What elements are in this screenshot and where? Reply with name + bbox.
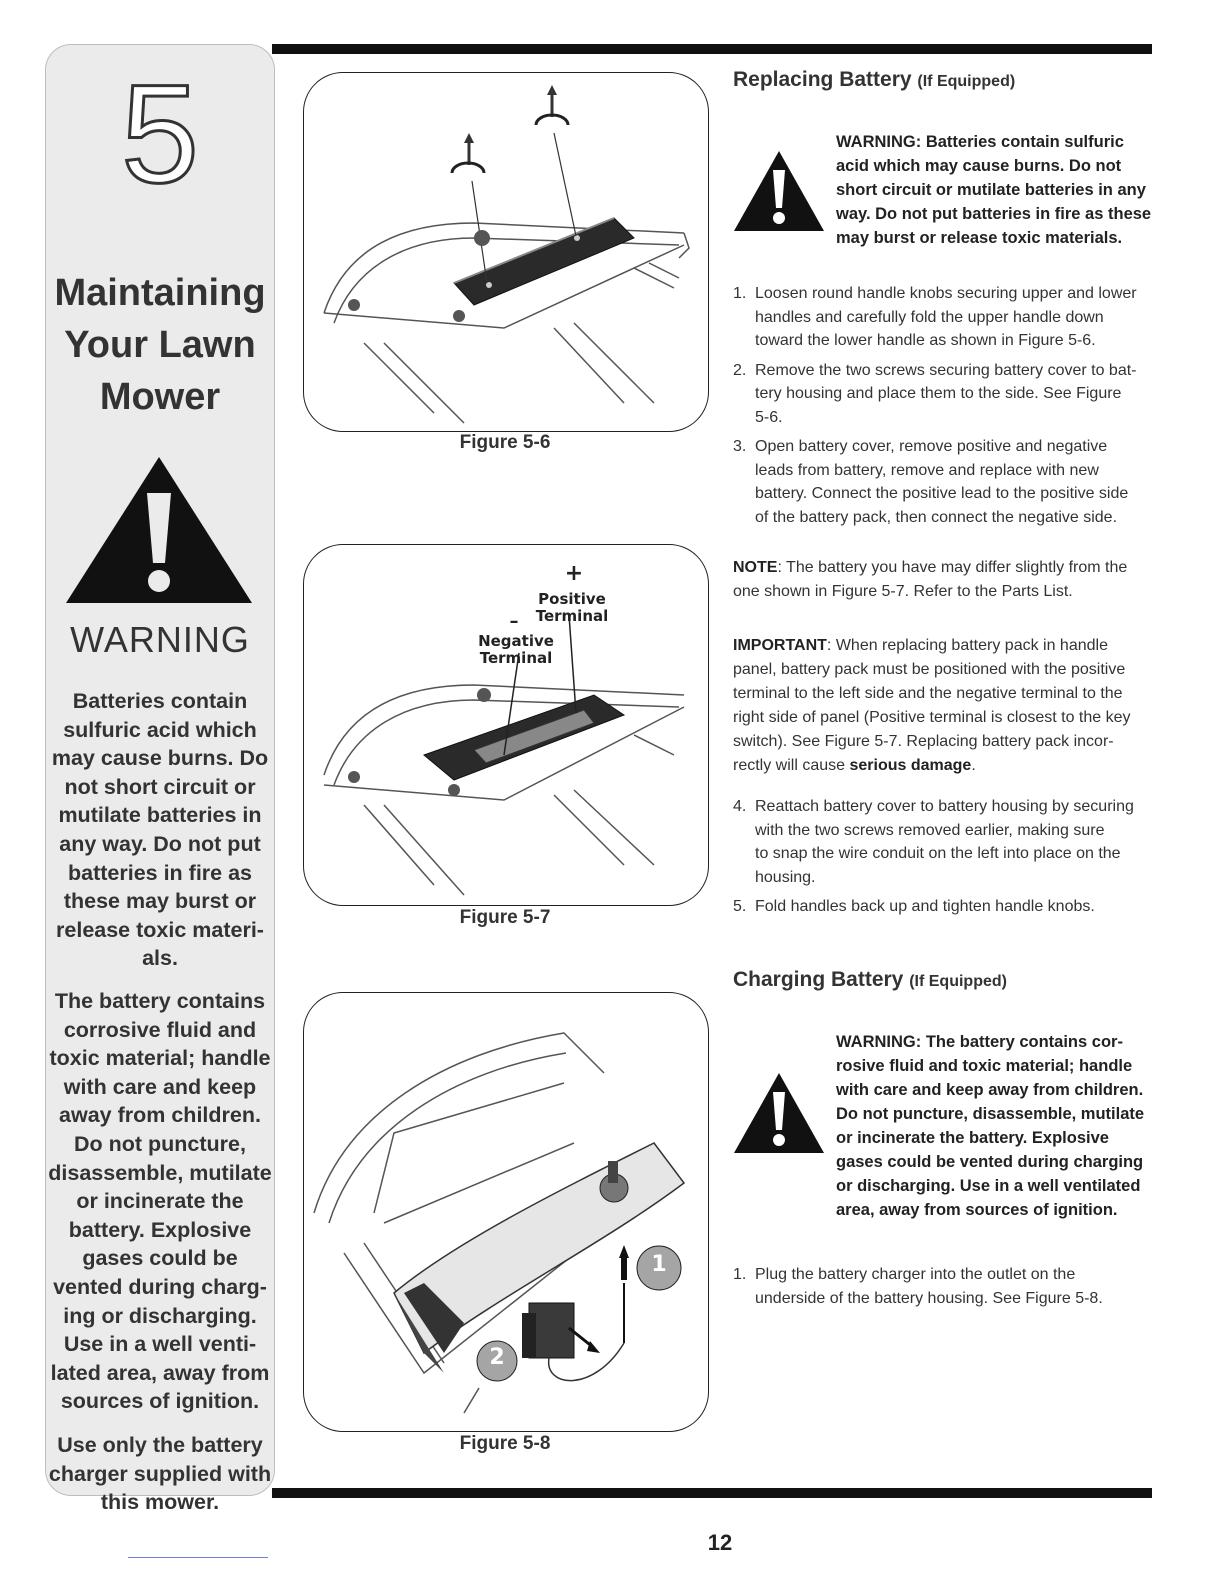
list-item: 5. Fold handles back up and tighten handle knobs. (733, 898, 1095, 915)
replacing-warning-text: WARNING: Batteries contain sulfuric acid which may cause burns. Do not short circuit or mutilate batteries in any way. Do not put batteries in fire as these may burst or release toxic materials. (836, 133, 1152, 247)
figure-5-6 (303, 72, 709, 432)
section-title-charging-battery: Charging Battery (If Equipped) (733, 968, 1007, 991)
sidebar-warning-para-1: Batteries contain sulfuric acid which may cause burns. Do not short circuit or mutilate batteries in any way. Do not put batteries in fire as these may burst or release toxic materi- als. (51, 689, 269, 971)
chapter-title-line: Your Lawn (64, 324, 256, 366)
chapter-title-line: Maintaining (54, 272, 266, 314)
callout-2: 2 (489, 1345, 505, 1370)
battery-terminals-illustration (304, 545, 708, 904)
replacing-steps-list-continued (733, 795, 1148, 925)
bottom-rule (272, 1488, 1152, 1498)
charging-warning-text: WARNING: The battery contains cor- rosive fluid and toxic material; handle with care and keep away from children. Do not puncture, disassemble, mutilate or incinerate the battery. Explosive gases could be vented during charging or discharging. Use in a well ventilated area, away from sources of ignition. (836, 1033, 1145, 1219)
list-item: 2. Remove the two screws securing battery cover to bat- tery housing and place them to the side. See Figure 5-6. (733, 361, 1137, 426)
warning-triangle-icon (64, 455, 254, 605)
negative-symbol: – (509, 611, 519, 632)
warning-triangle-icon (733, 150, 825, 232)
note-paragraph: NOTE: The battery you have may differ slightly from the one shown in Figure 5-7. Refer to the Parts List. (733, 559, 1128, 600)
divider (128, 1557, 268, 1558)
list-item: 1. Loosen round handle knobs securing upper and lower handles and carefully fold the upper handle down toward the lower handle as shown in Figure 5-6. (733, 285, 1137, 349)
replacing-steps-list (733, 282, 1148, 535)
list-item: 1. Plug the battery charger into the outlet on the underside of the battery housing. See Figure 5-8. (733, 1266, 1103, 1307)
negative-terminal-label: Terminal (479, 649, 553, 667)
figure-5-7 (303, 544, 709, 906)
chapter-title-line: Mower (99, 376, 221, 418)
charging-steps-list (733, 1263, 1148, 1316)
handle-battery-cover-illustration (304, 73, 708, 430)
page-number: 12 (707, 1530, 733, 1555)
section-title-replacing-battery: Replacing Battery (If Equipped) (733, 68, 1016, 91)
important-paragraph: IMPORTANT: When replacing battery pack in handle panel, battery pack must be positioned with the positive terminal to the left side and the negative terminal to the right side of panel (Positive terminal is closest to the key switch). See Figure 5-7. Replacing battery pack incor- rectly will cause serious damage. (733, 637, 1131, 774)
top-rule (272, 44, 1152, 54)
chapter-number: 5 (121, 55, 199, 212)
figure-5-7-caption: Figure 5-7 (459, 907, 551, 928)
list-item: 3. Open battery cover, remove positive and negative leads from battery, remove and replace with new battery. Connect the positive lead to the positive side of the battery pack, then connect the negative side. (733, 438, 1129, 526)
sidebar-warning-para-2: The battery contains corrosive fluid and toxic material; handle with care and keep away from children. Do not puncture, disassemble, mutilate or incinerate the battery. Explosive gases could be vented during charg- ing or discharging. Use in a well venti- lated area, away from sources of ignition. (48, 989, 272, 1414)
positive-label: Positive (538, 590, 606, 608)
chapter-title (31, 267, 289, 423)
chapter-sidebar (45, 44, 275, 1515)
negative-label: Negative (478, 632, 554, 650)
figure-5-6-caption: Figure 5-6 (459, 432, 551, 453)
callout-1: 1 (651, 1252, 667, 1277)
positive-symbol: + (564, 561, 584, 586)
sidebar-warning-title: WARNING (70, 619, 250, 660)
positive-terminal-label: Terminal (535, 607, 609, 625)
list-item: 4. Reattach battery cover to battery housing by securing with the two screws removed earlier, making sure to snap the wire conduit on the left into place on the housing. (733, 798, 1134, 886)
figure-5-8-caption: Figure 5-8 (459, 1433, 551, 1454)
figure-5-8 (303, 992, 709, 1432)
warning-triangle-icon (733, 1072, 825, 1154)
sidebar-warning-para-3: Use only the battery charger supplied with this mower. (48, 1433, 272, 1515)
